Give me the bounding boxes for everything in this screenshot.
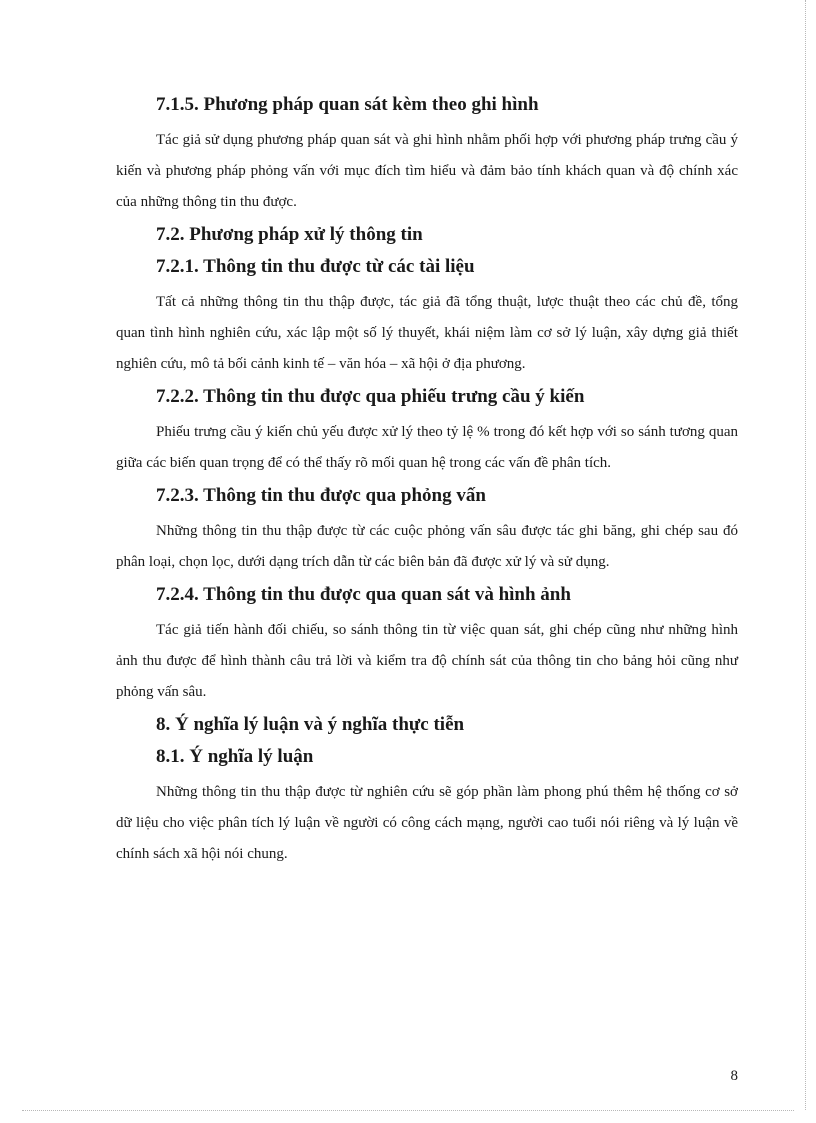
paragraph-7-2-4: Tác giả tiến hành đối chiếu, so sánh thông tin từ việc quan sát, ghi chép cũng như những hình ảnh thu được để hình thành câu trả lời và kiểm tra độ chính sát của thông tin cho bảng hỏi cũng như phỏng vấn sâu. xyxy=(116,622,738,700)
paragraph-7-2-3: Những thông tin thu thập được từ các cuộc phỏng vấn sâu được tác ghi băng, ghi chép sau đó phân loại, chọn lọc, dưới dạng trích dẫn từ các biên bản đã được xử lý và sử dụng. xyxy=(116,523,738,570)
heading-7-2-3: 7.2.3. Thông tin thu được qua phỏng vấn xyxy=(156,485,486,506)
heading-7-1-5: 7.1.5. Phương pháp quan sát kèm theo ghi hình xyxy=(156,94,539,115)
heading-8-1: 8.1. Ý nghĩa lý luận xyxy=(156,746,314,767)
page-number: 8 xyxy=(730,1068,738,1084)
heading-7-2-4: 7.2.4. Thông tin thu được qua quan sát và hình ảnh xyxy=(156,584,571,605)
paragraph-8-1: Những thông tin thu thập được từ nghiên cứu sẽ góp phần làm phong phú thêm hệ thống cơ sở dữ liệu cho việc phân tích lý luận về người có công cách mạng, người cao tuổi nói riêng và lý luận về chính sách xã hội nói chung. xyxy=(116,784,738,862)
page-right-border xyxy=(805,0,806,1110)
heading-7-2: 7.2. Phương pháp xử lý thông tin xyxy=(156,224,423,245)
heading-8: 8. Ý nghĩa lý luận và ý nghĩa thực tiễn xyxy=(156,714,465,735)
heading-7-2-1: 7.2.1. Thông tin thu được từ các tài liệu xyxy=(156,256,475,277)
page-bottom-border xyxy=(22,1110,794,1111)
paragraph-7-2-1: Tất cả những thông tin thu thập được, tác giả đã tổng thuật, lược thuật theo các chủ đề, tổng quan tình hình nghiên cứu, xác lập một số lý thuyết, khái niệm làm cơ sở lý luận, xây dựng giả thiết nghiên cứu, mô tả bối cảnh kinh tế – văn hóa – xã hội ở địa phương. xyxy=(116,294,738,372)
paragraph-7-2-2: Phiếu trưng cầu ý kiến chủ yếu được xử lý theo tỷ lệ % trong đó kết hợp với so sánh tương quan giữa các biến quan trọng để có thể thấy rõ mối quan hệ trong các vấn đề phân tích. xyxy=(116,424,738,471)
paragraph-7-1-5: Tác giả sử dụng phương pháp quan sát và ghi hình nhằm phối hợp với phương pháp trưng cầu ý kiến và phương pháp phỏng vấn với mục đích tìm hiểu và đảm bảo tính khách quan và độ chính xác của những thông tin thu được. xyxy=(116,132,738,210)
heading-7-2-2: 7.2.2. Thông tin thu được qua phiếu trưng cầu ý kiến xyxy=(156,386,585,407)
page-body xyxy=(116,93,738,875)
